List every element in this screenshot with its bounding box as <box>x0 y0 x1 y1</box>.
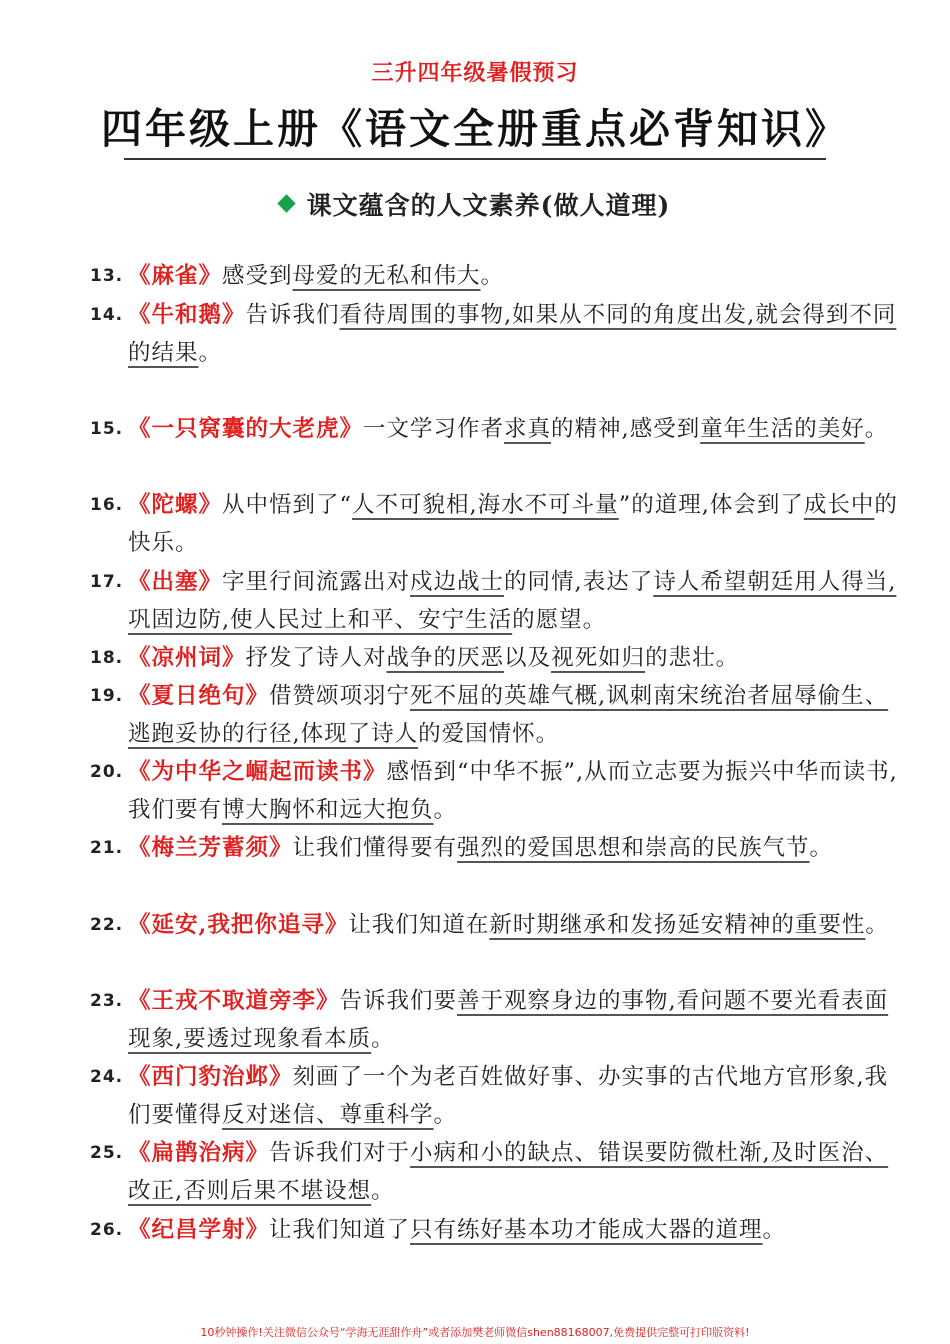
item-text <box>128 296 900 372</box>
text-segment: 的精神,感受到 <box>551 416 701 442</box>
text-segment: 的同情,表达了 <box>504 569 654 595</box>
text-segment: 。 <box>433 797 458 823</box>
text-segment: 。 <box>865 912 889 938</box>
text-segment: 。 <box>480 263 505 289</box>
item-text <box>128 753 900 829</box>
text-segment: 让我们知道在 <box>348 912 490 938</box>
list-item <box>90 753 900 829</box>
item-text <box>128 639 900 677</box>
lesson-title: 《麻雀》 <box>128 263 223 289</box>
text-segment: 告诉我们 <box>245 302 340 328</box>
key-phrase: 视死如归 <box>551 645 646 671</box>
lesson-title: 《夏日绝句》 <box>128 683 270 709</box>
text-segment: 借赞颂项羽宁 <box>269 683 411 709</box>
title-divider <box>124 158 826 160</box>
page-title: 四年级上册《语文全册重点必背知识》 <box>101 105 849 153</box>
lesson-title: 《牛和鹅》 <box>128 302 246 328</box>
item-number: 14. <box>90 305 124 325</box>
text-segment: 一文学习作者 <box>363 416 505 442</box>
text-segment: 以及 <box>504 645 552 671</box>
list-item <box>90 677 900 753</box>
item-text <box>128 1058 900 1134</box>
list-item <box>90 410 900 448</box>
list-item <box>90 296 900 372</box>
key-phrase: 死不屈的英雄气概,讽刺南宋统治者屈辱偷生、逃跑妥协的行径,体现了诗人 <box>128 683 889 747</box>
text-segment: 的快乐。 <box>128 492 898 556</box>
list-item <box>90 563 900 639</box>
item-text <box>128 1134 900 1210</box>
lesson-title: 《一只窝囊的大老虎》 <box>128 416 364 442</box>
item-number: 13. <box>90 266 124 286</box>
text-segment: 。 <box>762 1217 787 1243</box>
list-item <box>90 906 900 944</box>
text-segment: 。 <box>864 416 889 442</box>
text-segment: 。 <box>371 1026 395 1052</box>
item-text <box>128 563 900 639</box>
text-segment: 刻画了一个为老百姓做好事、办实事的古代地方官形象,我们要懂得 <box>128 1064 889 1128</box>
list-item <box>90 257 900 295</box>
lesson-title: 《梅兰芳蓄须》 <box>128 835 293 861</box>
item-text <box>128 906 900 944</box>
list-item <box>90 1058 900 1134</box>
text-segment: 。 <box>433 1102 458 1128</box>
item-text <box>128 982 900 1058</box>
item-text <box>128 677 900 753</box>
list-item <box>90 1134 900 1210</box>
text-segment: 的爱国情怀。 <box>418 721 560 747</box>
key-phrase: 成长中 <box>803 492 875 518</box>
key-phrase: 只有练好基本功才能成大器的道理 <box>410 1217 763 1243</box>
key-phrase: 强烈的爱国思想和崇高的民族气节 <box>457 835 810 861</box>
text-segment: 。 <box>198 340 223 366</box>
item-number: 15. <box>90 419 124 439</box>
item-number: 19. <box>90 686 124 706</box>
key-phrase: 反对迷信、尊重科学 <box>222 1102 434 1128</box>
item-number: 20. <box>90 762 124 782</box>
key-phrase: 求真 <box>504 416 552 442</box>
lesson-title: 《凉州词》 <box>128 645 246 671</box>
key-phrase: 童年生活的美好 <box>700 416 865 442</box>
item-number: 24. <box>90 1067 124 1087</box>
text-segment: 感受到 <box>222 263 293 289</box>
key-phrase: 博大胸怀和远大抱负 <box>222 797 434 823</box>
text-segment: 。 <box>371 1178 395 1204</box>
lesson-title: 《西门豹治邺》 <box>128 1064 293 1090</box>
item-number: 16. <box>90 495 124 515</box>
item-number: 21. <box>90 838 124 858</box>
key-phrase: 诗人希望朝廷用人得当,巩固边防,使人民过上和平、安宁生活 <box>128 569 897 633</box>
item-number: 25. <box>90 1143 124 1163</box>
item-number: 22. <box>90 915 124 935</box>
item-number: 23. <box>90 991 124 1011</box>
lesson-title: 《出塞》 <box>128 569 223 595</box>
list-item <box>90 1211 900 1249</box>
list-item <box>90 486 900 562</box>
key-phrase: 新时期继承和发扬延安精神的重要性 <box>489 912 866 938</box>
lesson-title: 《延安,我把你追寻》 <box>128 912 349 938</box>
list-item <box>90 639 900 677</box>
item-text <box>128 829 900 867</box>
item-text <box>128 486 900 562</box>
key-phrase: 人不可貌相,海水不可斗量 <box>352 492 619 518</box>
footer-note: 10秒钟操作!关注微信公众号“学海无涯甜作舟”或者添加樊老师微信shen88168007,免费提供完整可打印版资料! <box>200 1326 750 1339</box>
page-subtitle: 三升四年级暑假预习 <box>371 61 579 86</box>
item-text <box>128 410 900 448</box>
text-segment: 感悟到“中华不振”,从而立志要为振兴中华而读书,我们要有 <box>128 759 898 823</box>
section-heading <box>0 186 950 222</box>
list-item <box>90 982 900 1058</box>
text-segment: 告诉我们要 <box>339 988 458 1014</box>
lesson-title: 《为中华之崛起而读书》 <box>128 759 387 785</box>
lesson-title: 《扁鹊治病》 <box>128 1140 270 1166</box>
text-segment: 从中悟到了“ <box>222 492 353 518</box>
item-number: 17. <box>90 572 124 592</box>
text-segment: 抒发了诗人对 <box>245 645 387 671</box>
section-heading-text: 课文蕴含的人文素养(做人道理) <box>306 191 671 220</box>
text-segment: ”的道理,体会到了 <box>618 492 804 518</box>
list-item <box>90 829 900 867</box>
diamond-icon <box>277 194 295 212</box>
key-phrase: 小病和小的缺点、错误要防微杜渐,及时医治、改正,否则后果不堪设想 <box>128 1140 889 1204</box>
key-phrase: 战争的厌恶 <box>386 645 505 671</box>
item-number: 26. <box>90 1220 124 1240</box>
lesson-title: 《纪昌学射》 <box>128 1217 270 1243</box>
item-text <box>128 1211 900 1249</box>
text-segment: 。 <box>809 835 834 861</box>
text-segment: 的愿望。 <box>512 607 607 633</box>
lesson-title: 《陀螺》 <box>128 492 223 518</box>
key-phrase: 看待周围的事物,如果从不同的角度出发,就会得到不同的结果 <box>128 302 897 366</box>
item-text <box>128 257 900 295</box>
text-segment: 让我们知道了 <box>269 1217 411 1243</box>
item-number: 18. <box>90 648 124 668</box>
key-phrase: 戍边战士 <box>410 569 505 595</box>
text-segment: 告诉我们对于 <box>269 1140 411 1166</box>
key-phrase: 母爱的无私和伟大 <box>292 263 481 289</box>
text-segment: 字里行间流露出对 <box>222 569 411 595</box>
lesson-title: 《王戎不取道旁李》 <box>128 988 340 1014</box>
text-segment: 的悲壮。 <box>645 645 740 671</box>
text-segment: 让我们懂得要有 <box>292 835 458 861</box>
key-phrase: 善于观察身边的事物,看问题不要光看表面现象,要透过现象看本质 <box>128 988 889 1052</box>
